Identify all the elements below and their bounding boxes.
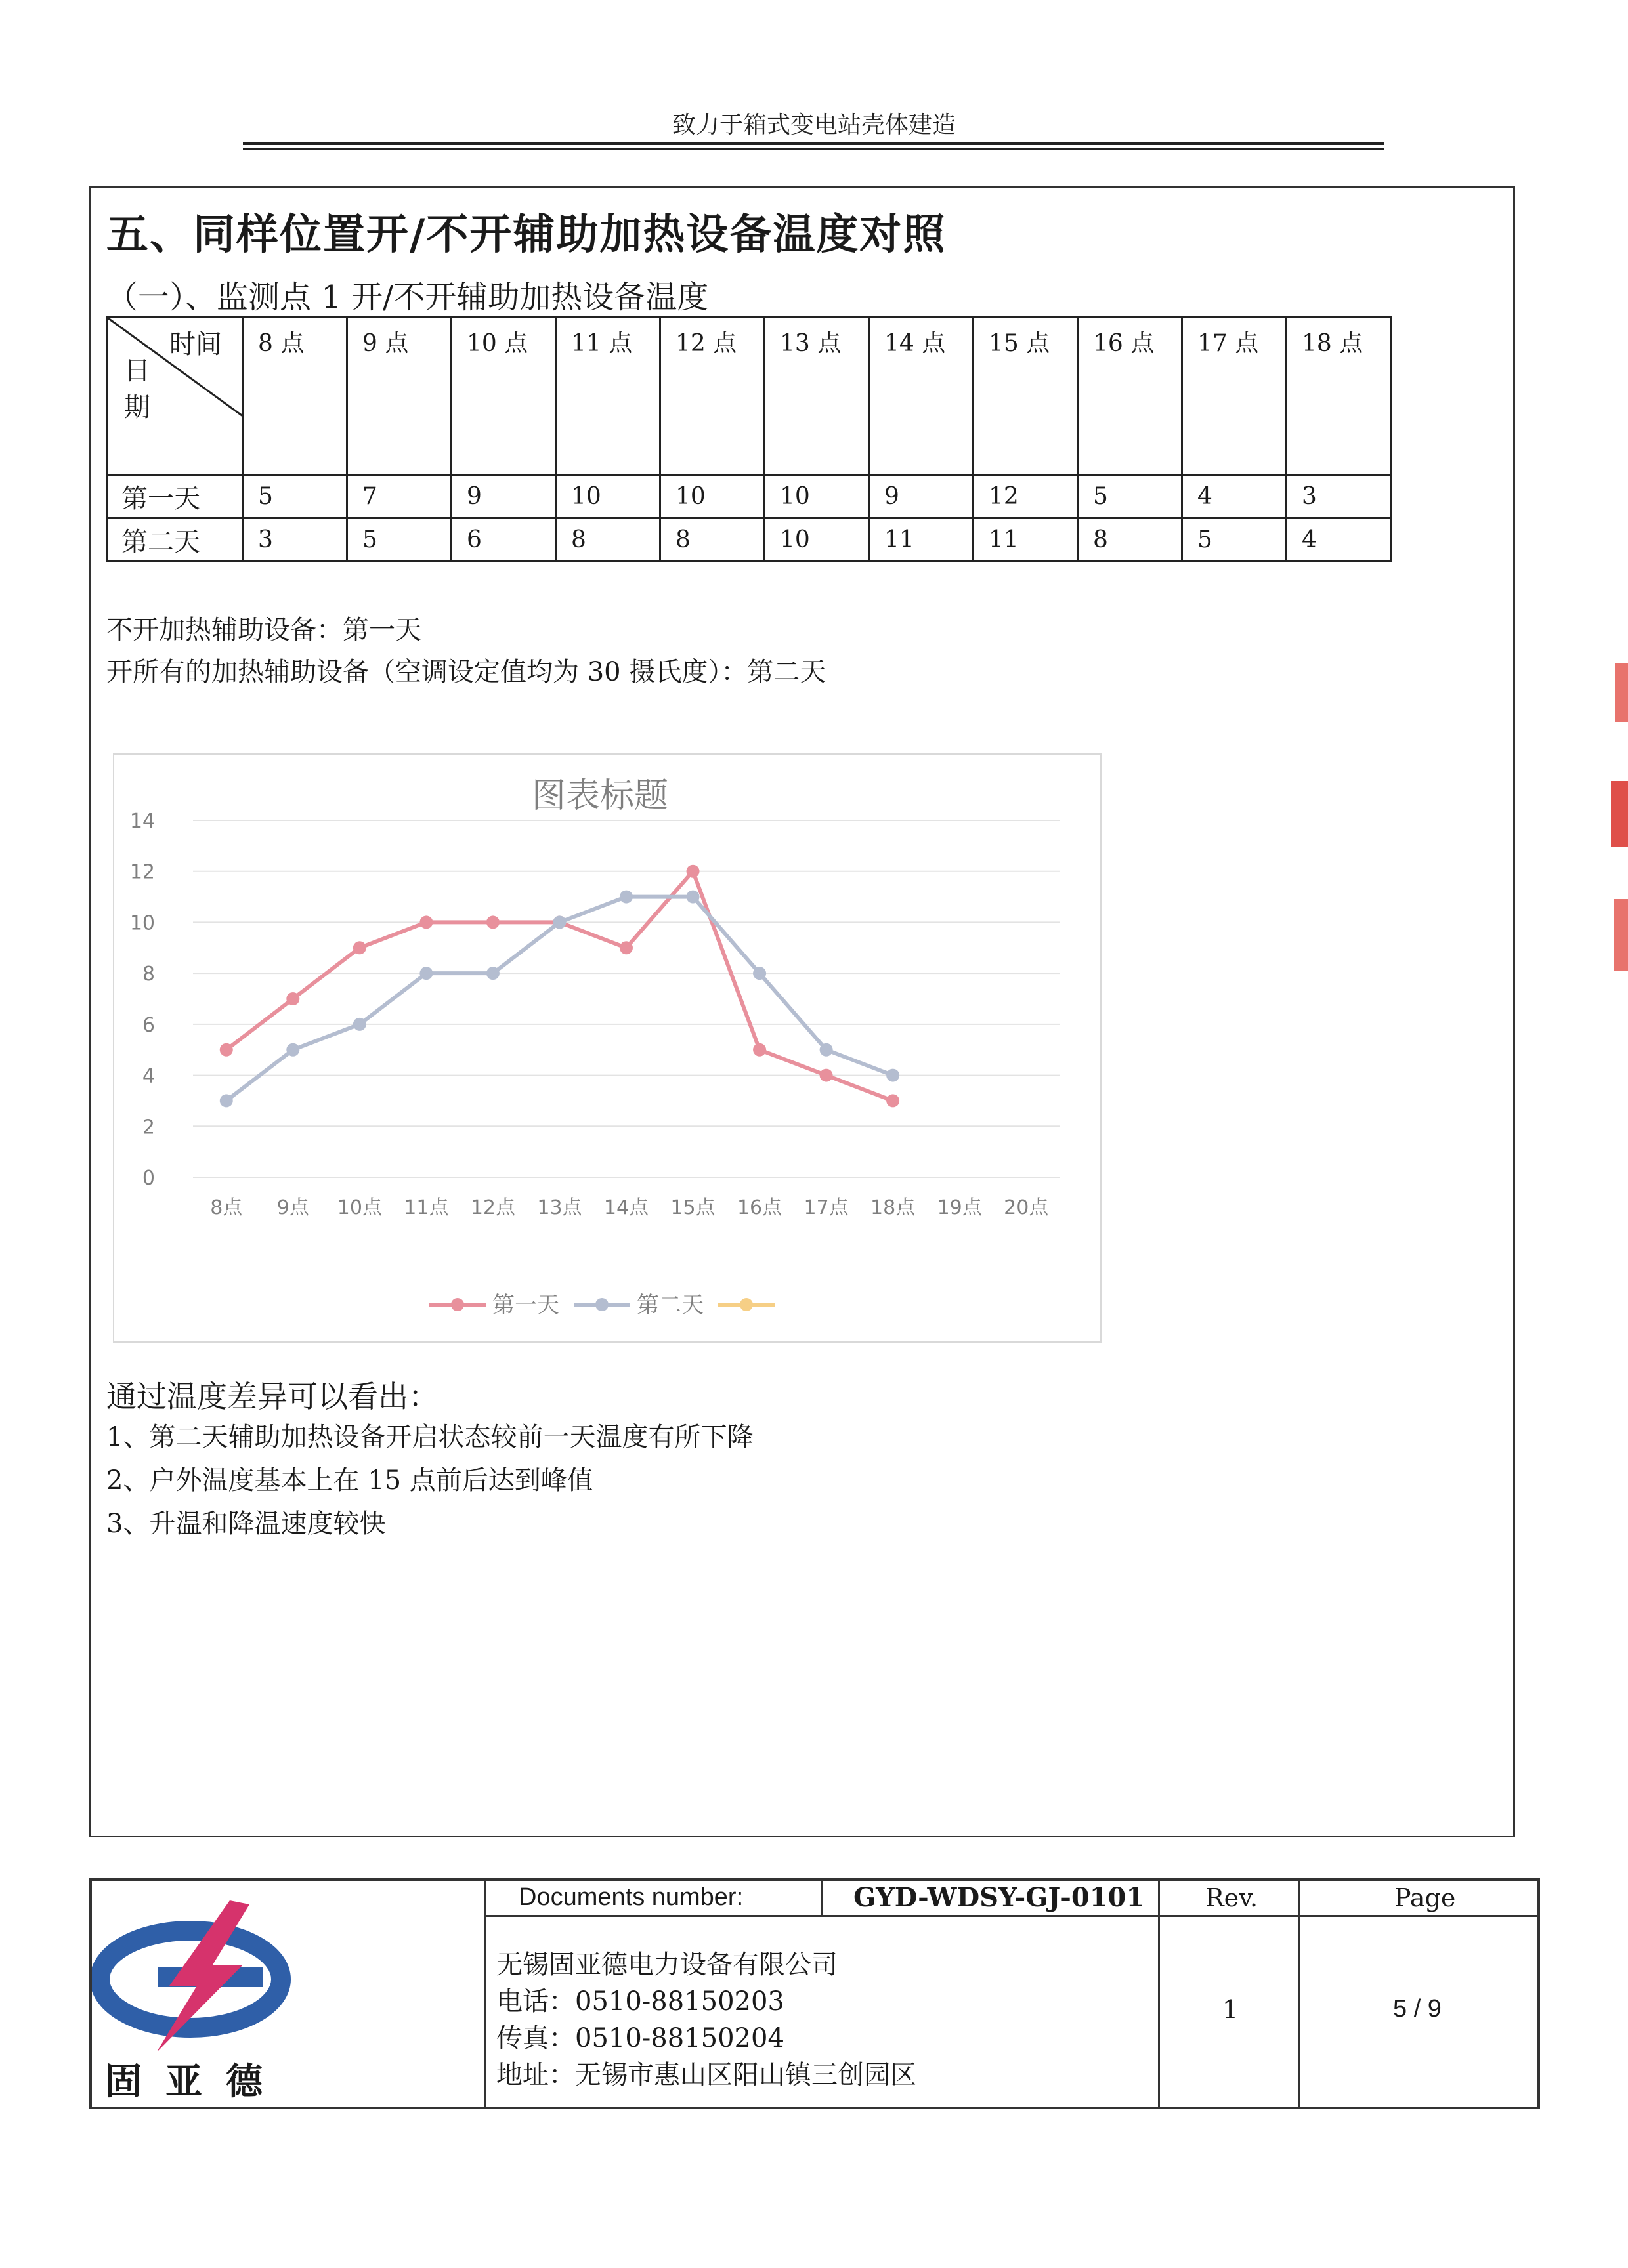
data-point xyxy=(886,1069,899,1082)
data-point xyxy=(486,915,500,929)
section-title: 五、同样位置开/不开辅助加热设备温度对照 xyxy=(106,210,947,259)
rev-label: Rev. xyxy=(1205,1883,1258,1912)
legend-marker xyxy=(595,1298,609,1311)
table-cell: 11 xyxy=(974,518,1078,562)
hour-header: 11 点 xyxy=(556,318,660,475)
table-cell: 8 xyxy=(556,518,660,562)
table-cell: 8 xyxy=(1078,518,1182,562)
footer-divider xyxy=(1158,1881,1160,2107)
legend-marker xyxy=(451,1298,464,1311)
chart-canvas xyxy=(114,755,1100,1341)
sub-title: （一）、监测点 1 开/不开辅助加热设备温度 xyxy=(106,279,709,316)
doc-number-label: Documents number: xyxy=(519,1883,744,1911)
table-cell: 5 xyxy=(1182,518,1287,562)
hour-header: 9 点 xyxy=(347,318,452,475)
page-label: Page xyxy=(1394,1883,1456,1912)
legend-label: 第一天 xyxy=(492,1292,559,1318)
data-point xyxy=(286,1043,299,1057)
x-tick-label: 12点 xyxy=(470,1196,516,1219)
corner-time-label: 时间 xyxy=(169,329,222,360)
table-cell: 9 xyxy=(869,475,974,518)
table-cell: 3 xyxy=(243,518,347,562)
x-tick-label: 20点 xyxy=(1004,1196,1049,1219)
header-rule-thin xyxy=(243,148,1384,150)
x-tick-label: 9点 xyxy=(276,1196,309,1219)
table-cell: 10 xyxy=(765,518,869,562)
x-tick-label: 18点 xyxy=(870,1196,916,1219)
header-rule xyxy=(243,142,1384,145)
table-cell: 5 xyxy=(243,475,347,518)
x-tick-label: 15点 xyxy=(670,1196,716,1219)
data-point xyxy=(553,915,566,929)
data-point xyxy=(687,891,700,904)
table-cell: 7 xyxy=(347,475,452,518)
logo-wordmark: 固亚德 xyxy=(105,2061,286,2103)
red-stamp-edge xyxy=(1602,650,1628,991)
data-point xyxy=(486,967,500,980)
table-header-row xyxy=(108,318,1391,475)
table-cell: 5 xyxy=(347,518,452,562)
hour-header: 13 点 xyxy=(765,318,869,475)
rev-value: 1 xyxy=(1222,1995,1239,2024)
footer-divider xyxy=(484,1915,1537,1917)
data-point xyxy=(753,1043,766,1057)
table-cell: 10 xyxy=(765,475,869,518)
x-tick-label: 17点 xyxy=(803,1196,849,1219)
data-point xyxy=(353,941,366,954)
table-cell: 4 xyxy=(1182,475,1287,518)
company-address: 地址：无锡市惠山区阳山镇三创园区 xyxy=(496,2060,916,2090)
y-tick-label: 10 xyxy=(129,912,155,935)
hour-header: 17 点 xyxy=(1182,318,1287,475)
y-tick-label: 4 xyxy=(142,1064,155,1088)
hour-header: 12 点 xyxy=(660,318,765,475)
hour-header: 10 点 xyxy=(452,318,556,475)
conclusion-item: 2、户外温度基本上在 15 点前后达到峰值 xyxy=(106,1465,593,1496)
company-name: 无锡固亚德电力设备有限公司 xyxy=(496,1950,838,1980)
x-tick-label: 10点 xyxy=(337,1196,382,1219)
y-tick-label: 6 xyxy=(142,1013,155,1037)
row-label: 第二天 xyxy=(108,518,243,562)
line-chart xyxy=(113,753,1102,1343)
data-point xyxy=(820,1043,833,1057)
x-tick-label: 11点 xyxy=(404,1196,449,1219)
temperature-table xyxy=(106,316,1392,562)
table-cell: 12 xyxy=(974,475,1078,518)
table-cell: 6 xyxy=(452,518,556,562)
table-cell: 5 xyxy=(1078,475,1182,518)
company-phone: 电话：0510-88150203 xyxy=(496,1986,784,2017)
y-tick-label: 2 xyxy=(142,1116,155,1139)
hour-header: 15 点 xyxy=(974,318,1078,475)
data-point xyxy=(286,992,299,1005)
x-tick-label: 14点 xyxy=(603,1196,649,1219)
table-cell: 3 xyxy=(1287,475,1391,518)
company-logo xyxy=(92,1881,487,2107)
y-tick-label: 12 xyxy=(129,860,155,884)
x-tick-label: 13点 xyxy=(537,1196,582,1219)
footer-divider xyxy=(821,1881,823,1915)
data-point xyxy=(687,865,700,878)
x-tick-label: 8点 xyxy=(210,1196,243,1219)
data-point xyxy=(753,967,766,980)
conclusion-item: 1、第二天辅助加热设备开启状态较前一天温度有所下降 xyxy=(106,1422,754,1452)
footer-table xyxy=(89,1878,1540,2109)
data-point xyxy=(620,941,633,954)
hour-header: 8 点 xyxy=(243,318,347,475)
page-value: 5 / 9 xyxy=(1393,1995,1442,2023)
legend-label: 第二天 xyxy=(637,1292,704,1318)
data-point xyxy=(220,1043,233,1057)
table-cell: 4 xyxy=(1287,518,1391,562)
table-corner-cell xyxy=(108,318,243,475)
x-tick-label: 16点 xyxy=(737,1196,782,1219)
data-point xyxy=(820,1069,833,1082)
y-tick-label: 0 xyxy=(142,1167,155,1190)
table-row xyxy=(108,475,1391,518)
note-day-one: 不开加热辅助设备：第一天 xyxy=(106,615,421,645)
table-cell: 8 xyxy=(660,518,765,562)
data-point xyxy=(620,891,633,904)
doc-number-value: GYD-WDSY-GJ-0101 xyxy=(853,1882,1145,1913)
conclusion-title: 通过温度差异可以看出： xyxy=(106,1379,439,1414)
table-cell: 10 xyxy=(556,475,660,518)
hour-header: 14 点 xyxy=(869,318,974,475)
data-point xyxy=(886,1094,899,1107)
data-point xyxy=(419,915,433,929)
y-tick-label: 14 xyxy=(129,810,155,833)
table-cell: 10 xyxy=(660,475,765,518)
x-tick-label: 19点 xyxy=(937,1196,982,1219)
header-title: 致力于箱式变电站壳体建造 xyxy=(672,112,956,138)
logo-emblem-icon xyxy=(92,1881,487,2051)
data-point xyxy=(419,967,433,980)
row-label: 第一天 xyxy=(108,475,243,518)
table-cell: 9 xyxy=(452,475,556,518)
series-line-1 xyxy=(226,872,893,1101)
legend-marker xyxy=(740,1298,753,1311)
data-point xyxy=(220,1094,233,1107)
y-tick-label: 8 xyxy=(142,963,155,986)
data-point xyxy=(353,1018,366,1031)
hour-header: 18 点 xyxy=(1287,318,1391,475)
note-day-two: 开所有的加热辅助设备（空调设定值均为 30 摄氏度）：第二天 xyxy=(106,657,826,687)
table-row xyxy=(108,518,1391,562)
table-cell: 11 xyxy=(869,518,974,562)
footer-divider xyxy=(1298,1881,1300,2107)
corner-date-label: 日期 xyxy=(124,356,150,423)
conclusion-item: 3、升温和降温速度较快 xyxy=(106,1509,386,1539)
company-fax: 传真：0510-88150204 xyxy=(496,2023,784,2053)
chart-title: 图表标题 xyxy=(531,776,669,816)
hour-header: 16 点 xyxy=(1078,318,1182,475)
